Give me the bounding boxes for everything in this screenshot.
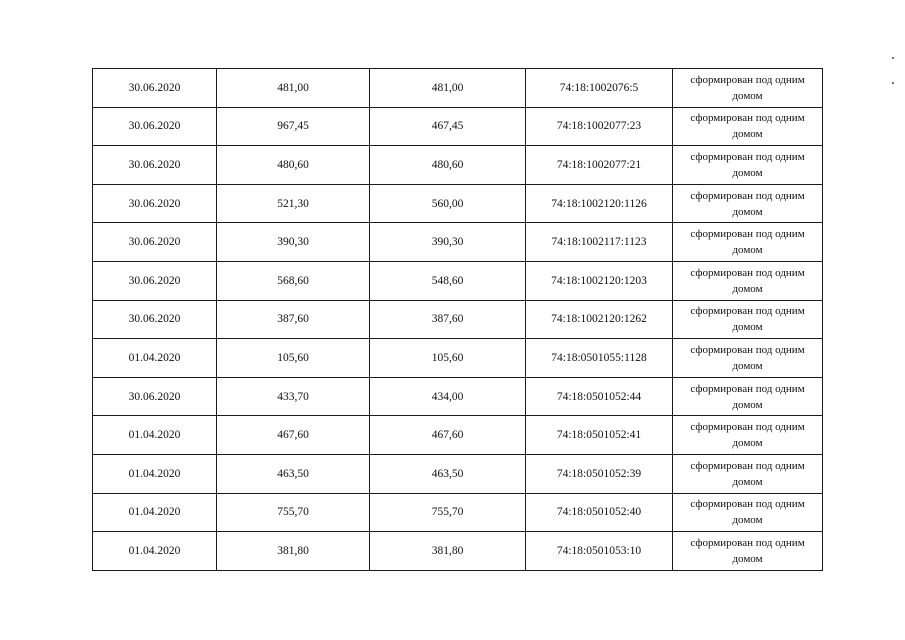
area-cell: 548,60 [370,261,526,300]
table-row [93,454,823,493]
date-cell: 01.04.2020 [93,416,217,455]
note-line: сформирован под одним [690,305,805,318]
scan-speck [892,57,894,59]
area-cell: 381,80 [217,532,370,571]
table-row [93,107,823,146]
area-cell: 390,30 [217,223,370,262]
area-cell: 381,80 [370,532,526,571]
date-cell: 30.06.2020 [93,107,217,146]
note-line: сформирован под одним [690,421,805,434]
table-row [93,146,823,185]
note-line: домом [732,437,763,450]
note-line: домом [732,205,763,218]
note-line: домом [732,89,763,102]
note-cell [673,454,823,493]
note-line: сформирован под одним [690,73,805,86]
note-line: домом [732,475,763,488]
cadastral-number-cell: 74:18:0501052:39 [526,454,673,493]
area-cell: 480,60 [217,146,370,185]
area-cell: 467,45 [370,107,526,146]
cadastral-number-cell: 74:18:1002076:5 [526,69,673,108]
note-cell [673,300,823,339]
cadastral-number-cell: 74:18:1002117:1123 [526,223,673,262]
table-body [93,69,823,571]
note-line: домом [732,552,763,565]
area-cell: 755,70 [370,493,526,532]
area-cell: 755,70 [217,493,370,532]
date-cell: 30.06.2020 [93,261,217,300]
date-cell: 30.06.2020 [93,300,217,339]
note-cell [673,377,823,416]
date-cell: 30.06.2020 [93,377,217,416]
cadastral-number-cell: 74:18:1002077:23 [526,107,673,146]
note-line: домом [732,282,763,295]
note-line: домом [732,321,763,334]
date-cell: 01.04.2020 [93,493,217,532]
cadastral-number-cell: 74:18:1002077:21 [526,146,673,185]
area-cell: 481,00 [370,69,526,108]
table-row [93,532,823,571]
note-line: сформирован под одним [690,459,805,472]
date-cell: 30.06.2020 [93,184,217,223]
area-cell: 433,70 [217,377,370,416]
note-line: сформирован под одним [690,536,805,549]
note-cell [673,339,823,378]
note-cell [673,146,823,185]
area-cell: 521,30 [217,184,370,223]
area-cell: 463,50 [217,454,370,493]
cadastral-number-cell: 74:18:0501052:40 [526,493,673,532]
area-cell: 387,60 [217,300,370,339]
note-line: домом [732,514,763,527]
table-row [93,377,823,416]
property-table [92,68,823,571]
date-cell: 30.06.2020 [93,223,217,262]
table-row [93,300,823,339]
area-cell: 390,30 [370,223,526,262]
note-cell [673,493,823,532]
note-line: сформирован под одним [690,382,805,395]
note-line: сформирован под одним [690,228,805,241]
note-line: сформирован под одним [690,112,805,125]
table-row [93,339,823,378]
note-line: сформирован под одним [690,498,805,511]
table-row [93,184,823,223]
date-cell: 01.04.2020 [93,454,217,493]
area-cell: 434,00 [370,377,526,416]
note-line: домом [732,128,763,141]
area-cell: 387,60 [370,300,526,339]
area-cell: 560,00 [370,184,526,223]
note-line: домом [732,398,763,411]
cadastral-number-cell: 74:18:0501053:10 [526,532,673,571]
area-cell: 467,60 [217,416,370,455]
cadastral-number-cell: 74:18:0501052:44 [526,377,673,416]
cadastral-number-cell: 74:18:1002120:1126 [526,184,673,223]
note-line: сформирован под одним [690,150,805,163]
date-cell: 01.04.2020 [93,339,217,378]
table-row [93,493,823,532]
table-row [93,416,823,455]
cadastral-number-cell: 74:18:0501055:1128 [526,339,673,378]
note-cell [673,532,823,571]
area-cell: 105,60 [217,339,370,378]
note-cell [673,184,823,223]
cadastral-number-cell: 74:18:1002120:1262 [526,300,673,339]
date-cell: 30.06.2020 [93,146,217,185]
area-cell: 463,50 [370,454,526,493]
area-cell: 480,60 [370,146,526,185]
cadastral-number-cell: 74:18:1002120:1203 [526,261,673,300]
note-cell [673,69,823,108]
area-cell: 481,00 [217,69,370,108]
cadastral-number-cell: 74:18:0501052:41 [526,416,673,455]
note-cell [673,261,823,300]
date-cell: 30.06.2020 [93,69,217,108]
table-row [93,69,823,108]
note-cell [673,223,823,262]
area-cell: 967,45 [217,107,370,146]
note-line: домом [732,166,763,179]
note-line: домом [732,244,763,257]
note-cell [673,107,823,146]
note-cell [673,416,823,455]
table-row [93,261,823,300]
area-cell: 105,60 [370,339,526,378]
note-line: сформирован под одним [690,266,805,279]
scan-speck [892,82,894,84]
note-line: сформирован под одним [690,343,805,356]
area-cell: 568,60 [217,261,370,300]
area-cell: 467,60 [370,416,526,455]
date-cell: 01.04.2020 [93,532,217,571]
note-line: сформирован под одним [690,189,805,202]
table-row [93,223,823,262]
note-line: домом [732,359,763,372]
